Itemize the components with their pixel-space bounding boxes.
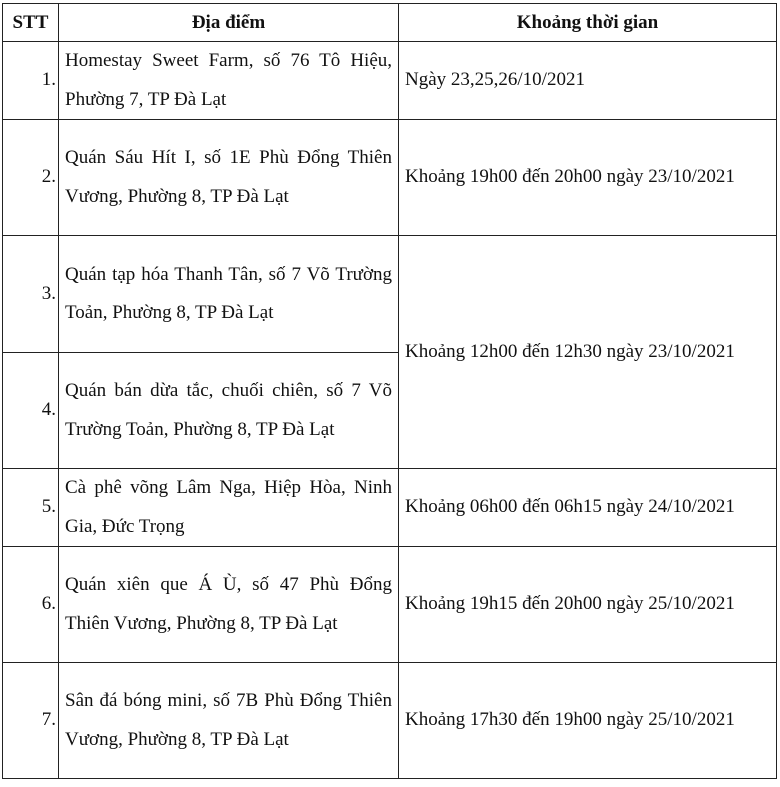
row-place: Quán bán dừa tắc, chuối chiên, số 7 Võ Trường Toản, Phường 8, TP Đà Lạt <box>59 353 399 469</box>
header-time: Khoảng thời gian <box>399 4 777 42</box>
row-time: Khoảng 19h00 đến 20h00 ngày 23/10/2021 <box>399 120 777 236</box>
header-place: Địa điểm <box>59 4 399 42</box>
row-time: Khoảng 06h00 đến 06h15 ngày 24/10/2021 <box>399 469 777 547</box>
row-stt: 5. <box>3 469 59 547</box>
row-stt: 4. <box>3 353 59 469</box>
row-place: Quán Sáu Hít I, số 1E Phù Đổng Thiên Vương, Phường 8, TP Đà Lạt <box>59 120 399 236</box>
row-place: Quán tạp hóa Thanh Tân, số 7 Võ Trường Toản, Phường 8, TP Đà Lạt <box>59 236 399 353</box>
table-row <box>3 663 777 779</box>
row-place: Quán xiên que Á Ù, số 47 Phù Đổng Thiên Vương, Phường 8, TP Đà Lạt <box>59 547 399 663</box>
row-stt: 6. <box>3 547 59 663</box>
table-row <box>3 42 777 120</box>
header-stt: STT <box>3 4 59 42</box>
table-header-row <box>3 4 777 42</box>
exposure-locations-table <box>2 3 777 779</box>
row-stt: 2. <box>3 120 59 236</box>
row-stt: 1. <box>3 42 59 120</box>
row-stt: 3. <box>3 236 59 353</box>
row-place: Cà phê võng Lâm Nga, Hiệp Hòa, Ninh Gia, Đức Trọng <box>59 469 399 547</box>
row-place: Homestay Sweet Farm, số 76 Tô Hiệu, Phường 7, TP Đà Lạt <box>59 42 399 120</box>
table-row <box>3 547 777 663</box>
row-time: Ngày 23,25,26/10/2021 <box>399 42 777 120</box>
table-row <box>3 469 777 547</box>
row-stt: 7. <box>3 663 59 779</box>
table-row <box>3 120 777 236</box>
row-time-merged: Khoảng 12h00 đến 12h30 ngày 23/10/2021 <box>399 236 777 469</box>
row-time: Khoảng 19h15 đến 20h00 ngày 25/10/2021 <box>399 547 777 663</box>
row-time: Khoảng 17h30 đến 19h00 ngày 25/10/2021 <box>399 663 777 779</box>
table-row <box>3 236 777 353</box>
row-place: Sân đá bóng mini, số 7B Phù Đổng Thiên Vương, Phường 8, TP Đà Lạt <box>59 663 399 779</box>
